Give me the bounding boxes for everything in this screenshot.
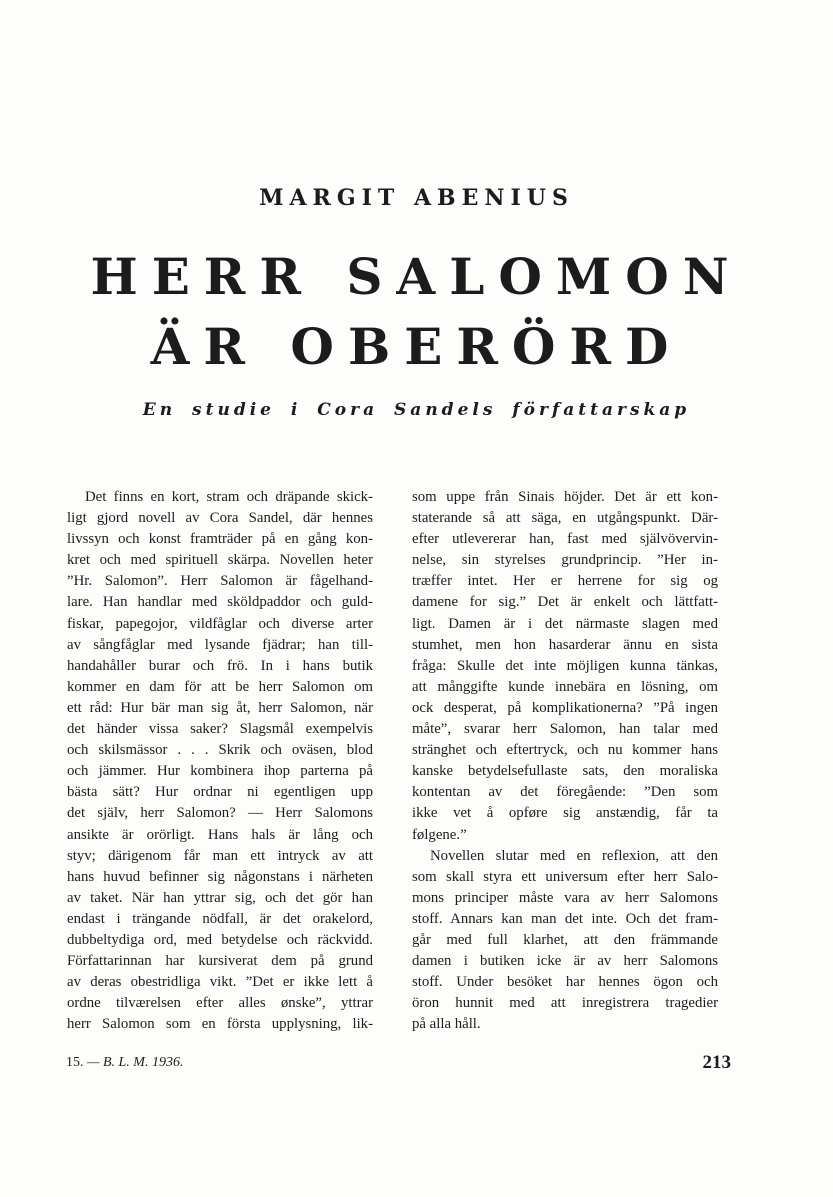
right-column	[412, 487, 718, 1035]
text-line: av deras obestridliga vikt. ”Det er ikke lett å	[67, 974, 373, 991]
text-line: følgene.”	[412, 826, 467, 843]
text-line: Författarinnan har kursiverat dem på grund	[67, 953, 373, 970]
text-line: att månggifte kunde innebära en lösning, om	[412, 678, 718, 695]
text-line: mons principer måste vara av herr Salomons	[412, 889, 718, 906]
text-line: kret och med spirituell skärpa. Novellen heter	[67, 552, 373, 569]
footer-signature	[66, 1055, 183, 1071]
text-line: hans huvud befinner sig någonstans i närheten	[67, 868, 373, 885]
text-line: ligt gjord novell av Cora Sandel, där hennes	[67, 510, 373, 527]
title-line-1: HERR SALOMON	[90, 247, 743, 306]
text-line: som uppe från Sinais höjder. Det är ett kon-	[412, 489, 718, 505]
text-line: endast i trängande nödfall, är det orakelord,	[67, 910, 373, 927]
text-line: det händer vissa saker? Slagsmål exempelvis	[67, 721, 373, 738]
text-line: fiskar, papegojor, vildfåglar och diverse arter	[67, 615, 373, 632]
text-line: efter utlevererar han, fast med självövervin-	[412, 531, 718, 548]
text-line: styv; därigenom får man ett intryck av att	[67, 847, 373, 864]
left-column	[67, 487, 373, 1035]
text-line: træffer intet. Her er herrene for sig og	[412, 573, 718, 590]
text-line: nelse, sin styrelses grundprincip. ”Her in-	[412, 552, 718, 569]
text-line: ikke vet å opføre sig anstændig, får ta	[412, 805, 718, 822]
text-line: lare. Han handlar med sköldpaddor och guld-	[67, 594, 373, 611]
author-name: MARGIT ABENIUS	[259, 185, 574, 211]
text-line: ordne tilværelsen efter alles ønske”, yttrar	[67, 995, 373, 1012]
text-line: ligt. Damen är i det närmaste slagen med	[412, 615, 718, 632]
subtitle: En studie i Cora Sandels författarskap	[142, 400, 691, 420]
text-line: måte”, svarar herr Salomon, han talar med	[412, 721, 718, 738]
text-line: damene for sig.” Det är enkelt och lättfatt-	[412, 594, 718, 611]
signature-mark: 15.	[66, 1055, 84, 1070]
text-line: staterande så att säga, en utgångspunkt. Där-	[412, 510, 718, 527]
text-line: stoff. Under besöket har hennes ögon och	[412, 974, 718, 991]
text-line: stumhet, men hon hasarderar ännu en sista	[412, 636, 718, 653]
text-line: stränghet och eftertryck, och nu kommer hans	[412, 742, 718, 759]
text-line: fråga: Skulle det inte möjligen kunna tänkas,	[412, 657, 718, 674]
text-line: ansikte är orörligt. Hans hals är lång och	[67, 826, 373, 843]
text-line: stoff. Annars kan man det inte. Och det fram-	[412, 910, 718, 927]
text-line: ett råd: Hur bär man sig åt, herr Salomon, när	[67, 699, 373, 716]
page-number: 213	[702, 1052, 731, 1073]
text-line: bästa sätt? Hur ordnar ni egentligen upp	[67, 784, 373, 801]
text-line: handahåller burar och frö. In i hans butik	[67, 657, 373, 674]
text-line: går med full klarhet, att den främmande	[412, 931, 718, 948]
text-line: Novellen slutar med en reflexion, att den	[430, 847, 718, 864]
text-line: livssyn och konst framträder på en gång kon-	[67, 531, 373, 548]
journal-citation: — B. L. M. 1936.	[87, 1055, 184, 1070]
text-line: av taket. När han yttrar sig, och det gör han	[67, 889, 373, 906]
text-line: damen i butiken icke är av herr Salomons	[412, 953, 718, 970]
text-line: det själv, herr Salomon? — Herr Salomons	[67, 805, 373, 822]
text-line: ”Hr. Salomon”. Herr Salomon är fågelhand-	[67, 573, 373, 590]
text-line: och skilsmässor . . . Skrik och oväsen, blod	[67, 742, 373, 759]
text-line: av sångfåglar med lysande fjädrar; han till-	[67, 636, 373, 653]
text-line: och jämmer. Hur kombinera ihop parterna på	[67, 763, 373, 780]
text-line: på alla håll.	[412, 1016, 481, 1033]
title-line-2: ÄR OBERÖRD	[150, 317, 683, 376]
text-line: som skall styra ett universum efter herr Salo-	[412, 868, 718, 885]
text-line: dubbeltydiga ord, med betydelse och räckvidd.	[67, 931, 373, 948]
text-line: Det finns en kort, stram och dräpande skick-	[85, 489, 373, 505]
text-line: kanske betydelsefullaste sats, den moraliska	[412, 763, 718, 780]
text-line: öron hunnit med att inregistrera tragedier	[412, 995, 718, 1012]
text-line: kontentan av det föregående: ”Den som	[412, 784, 718, 801]
text-line: herr Salomon som en första upplysning, lik-	[67, 1016, 373, 1033]
text-line: ock desperat, på komplikationerna? ”På ingen	[412, 699, 718, 716]
text-line: kommer en dam för att be herr Salomon om	[67, 678, 373, 695]
